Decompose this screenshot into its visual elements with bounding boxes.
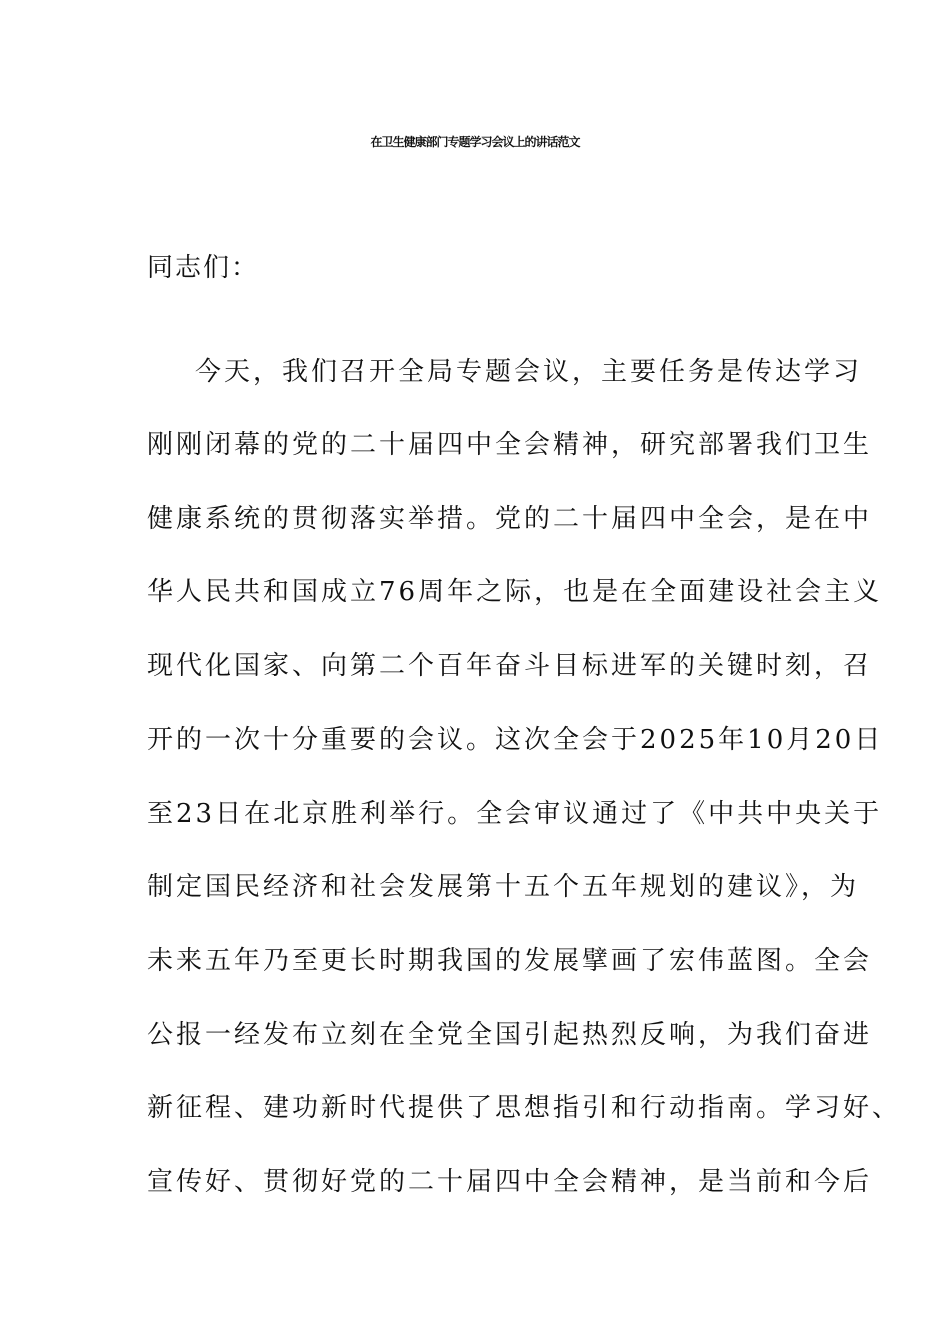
body-line: 现代化国家、向第二个百年奋斗目标进军的关键时刻，召 (147, 651, 873, 681)
body-line: 制定国民经济和社会发展第十五个五年规划的建议》，为 (147, 872, 860, 902)
body-line: 华人民共和国成立76周年之际，也是在全面建设社会主义 (147, 577, 883, 607)
body-line: 健康系统的贯彻落实举措。党的二十届四中全会，是在中 (147, 504, 873, 534)
body-line: 宣传好、贯彻好党的二十届四中全会精神，是当前和今后 (147, 1167, 873, 1197)
body-line: 新征程、建功新时代提供了思想指引和行动指南。学习好、 (147, 1093, 902, 1123)
body-line: 今天，我们召开全局专题会议，主要任务是传达学习 (195, 357, 863, 387)
body-line: 公报一经发布立刻在全党全国引起热烈反响，为我们奋进 (147, 1020, 873, 1050)
body-line: 开的一次十分重要的会议。这次全会于2025年10月20日 (147, 725, 884, 755)
body-line: 至23日在北京胜利举行。全会审议通过了《中共中央关于 (147, 799, 883, 829)
body-line: 未来五年乃至更长时期我国的发展擘画了宏伟蓝图。全会 (147, 946, 873, 976)
salutation: 同志们： (147, 253, 260, 283)
document-title: 在卫生健康部门专题学习会议上的讲话范文 (370, 135, 580, 149)
body-line: 刚刚闭幕的党的二十届四中全会精神，研究部署我们卫生 (147, 430, 873, 460)
